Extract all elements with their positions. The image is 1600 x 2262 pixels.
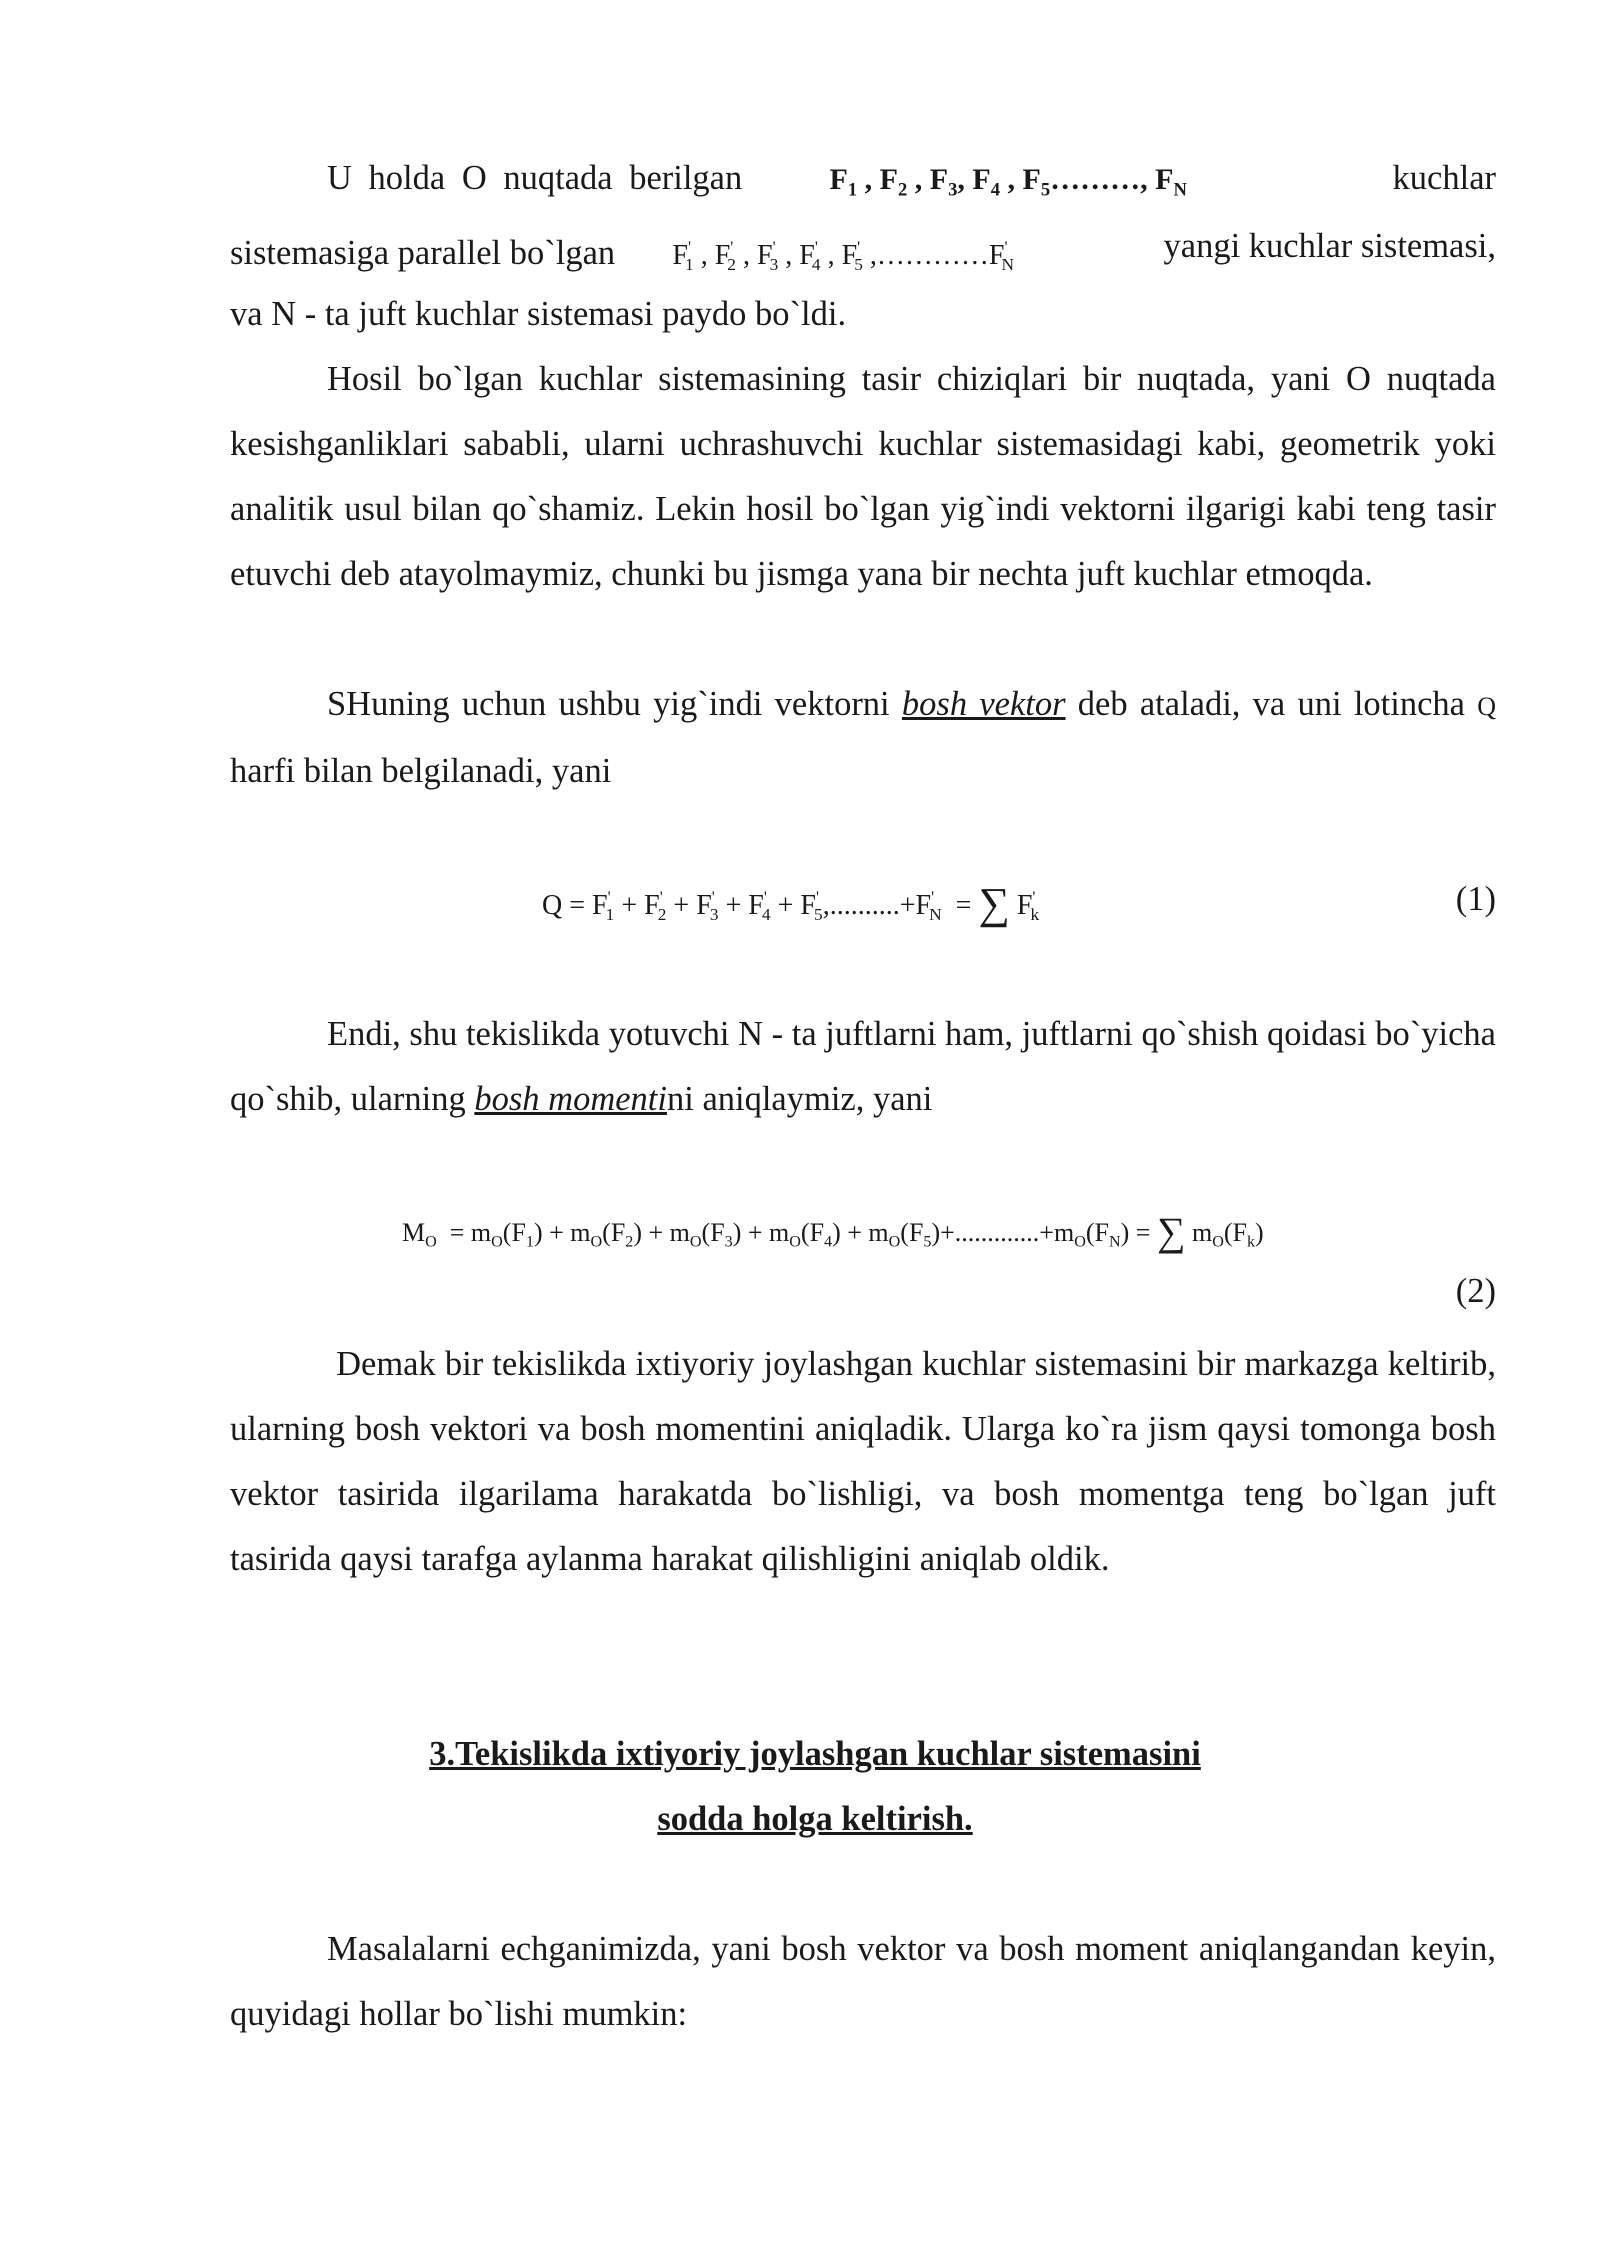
- equation-1: $Q = F'_1 + F'_2 + F'_3 + F'_4 + F'_5,..........+F'_N$ = ∑ $F'_k$: [542, 879, 1040, 928]
- p1-line2-end: yangi kuchlar sistemasi,: [1163, 227, 1496, 265]
- p1-line2-start: sistemasiga parallel bo`lgan: [230, 233, 616, 272]
- p5-text: Demak bir tekislikda ixtiyoriy joylashgan kuchlar sistemasini bir markazga keltirib, ularning bosh vektori va bosh momentini aniqladik. Ularga ko`ra jism qaysi tomonga bosh vektor tasirida ilgarilama harakatda bo`lishligi, va bosh momentga teng bo`lgan juft tasirida qaysi tarafga aylanma harakat qilishligini aniqlab oldik.: [230, 1345, 1496, 1578]
- paragraph-5: [230, 1332, 1496, 1592]
- p1-line1-end: kuchlar: [1392, 159, 1496, 197]
- forces-prime-list: $F'_1$ , $F'_2$ , $F'_3$ , $F'_4$ , $F'_5$ $,\dots\dots\dots\dots F'_N$: [672, 237, 1015, 274]
- heading-line1-text: 3.Tekislikda ixtiyoriy joylashgan kuchlar sistemasini: [429, 1735, 1201, 1773]
- forces-list: $F_1$ , $F_2$ , $F_3$, $F_4$ , $F_5\dots\dots\dots$, $F_N$: [829, 163, 1187, 201]
- equation-1-number: (1): [1455, 880, 1496, 918]
- paragraph-4: [230, 1002, 1496, 1132]
- sigma-symbol: ∑: [978, 879, 1010, 928]
- section-heading-line2: [180, 1787, 1450, 1852]
- term-bosh-vektor: bosh vektor: [901, 685, 1066, 723]
- paragraph-3: [230, 672, 1496, 804]
- p1-line1: [230, 146, 1496, 223]
- heading-line2-text: sodda holga keltirish.: [657, 1800, 973, 1838]
- p3-middle: deb ataladi, va uni lotincha: [1065, 685, 1478, 723]
- p4-after: ni aniqlaymiz, yani: [666, 1080, 933, 1118]
- p3-after: harfi bilan belgilanadi, yani: [230, 752, 612, 790]
- p6-text: Masalalarni echganimizda, yani bosh vektor va bosh moment aniqlangandan keyin, quyidagi hollar bo`lishi mumkin:: [230, 1930, 1496, 2033]
- equation-2: $M_O = m_O(F_1) + m_O(F_2) + m_O(F_3) + m_O(F_4) + m_O(F_5)+.............+m_O(F_N)$ = ∑ $m_O(F_k)$: [402, 1209, 1264, 1254]
- symbol-q: Q: [1477, 692, 1496, 721]
- p1-line1-start: U holda O nuqtada berilgan: [327, 159, 743, 197]
- p3-before: SHuning uchun ushbu yig`indi vektorni: [327, 685, 902, 723]
- p2-text: Hosil bo`lgan kuchlar sistemasining tasir chiziqlari bir nuqtada, yani O nuqtada kesishganliklari sababli, ularni uchrashuvchi kuchlar sistemasidagi kabi, geometrik yoki analitik usul bilan qo`shamiz. Lekin hosil bo`lgan yig`indi vektorni ilgarigi kabi teng tasir etuvchi deb atayolmaymiz, chunki bu jismga yana bir nechta juft kuchlar etmoqda.: [230, 360, 1496, 593]
- eq1-lhs: Q: [542, 890, 563, 921]
- p1-line3: va N - ta juft kuchlar sistemasi paydo bo`ldi.: [230, 295, 847, 333]
- section-heading-line1: [180, 1722, 1450, 1787]
- paragraph-2: [230, 347, 1496, 607]
- p4-before: Endi, shu tekislikda yotuvchi N - ta juftlarni ham, juftlarni qo`shish qoidasi bo`yicha qo`shib, ularning: [230, 1015, 1496, 1118]
- paragraph-6: [230, 1917, 1496, 2047]
- sigma-symbol-2: ∑: [1156, 1209, 1186, 1254]
- term-bosh-momenti: bosh momenti: [474, 1080, 667, 1118]
- equation-2-number: (2): [1455, 1272, 1496, 1310]
